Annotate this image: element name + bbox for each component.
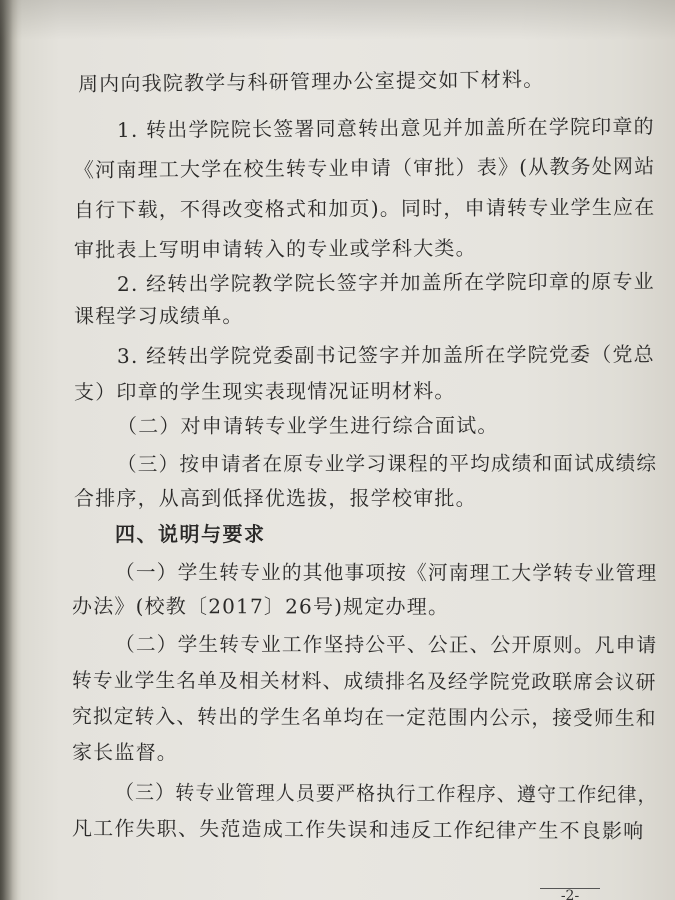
text-line-2: 1. 转出学院院长签署同意转出意见并加盖所在学院印章的 (116, 114, 655, 142)
text-line-12: 合排序，从高到低择优选拔，报学校审批。 (74, 486, 477, 510)
text-line-7: 课程学习成绩单。 (73, 303, 244, 328)
top-shadow (0, 0, 675, 40)
text-line-20: （三）转专业管理人员要严格执行工作程序、遵守工作纪律， (114, 780, 658, 807)
text-line-17: 转专业学生名单及相关材料、成绩排名及经学院党政联席会议研 (71, 668, 657, 695)
page-number: -2- (540, 888, 600, 900)
text-line-3: 《河南理工大学在校生转专业申请（审批）表》(从教务处网站 (73, 153, 656, 182)
text-line-11: （三）按申请者在原专业学习课程的平均成绩和面试成绩综 (116, 451, 658, 476)
text-line-15: 办法》(校教〔2017〕26号)规定办理。 (71, 594, 450, 619)
text-line-19: 家长监督。 (71, 740, 179, 765)
text-line-1: 周内向我院教学与科研管理办公室提交如下材料。 (77, 67, 545, 96)
text-line-14: （一）学生转专业的其他事项按《河南理工大学转专业管理 (114, 560, 658, 585)
text-line-16: （二）学生转专业工作坚持公平、公正、公开原则。凡申请 (114, 632, 658, 657)
text-line-6: 2. 经转出学院教学院长签字并加盖所在学院印章的原专业 (116, 269, 655, 296)
text-line-4: 自行下载，不得改变格式和加页)。同时，申请转专业学生应在 (73, 194, 656, 222)
text-line-21: 凡工作失职、失范造成工作失误和违反工作纪律产生不良影响 (71, 816, 645, 843)
text-line-8: 3. 经转出学院党委副书记签字并加盖所在学院党委（党总 (116, 342, 655, 368)
text-line-9: 支）印章的学生现实表现情况证明材料。 (73, 378, 456, 404)
page-edge-shadow (0, 0, 18, 900)
text-line-18: 究拟定转入、转出的学生名单均在一定范围内公示，接受师生和 (71, 704, 657, 731)
text-line-10: （二）对申请转专业学生进行综合面试。 (116, 413, 499, 438)
text-line-5: 审批表上写明申请转入的专业或学科大类。 (73, 235, 477, 262)
section-heading: 四、说明与要求 (115, 522, 266, 546)
